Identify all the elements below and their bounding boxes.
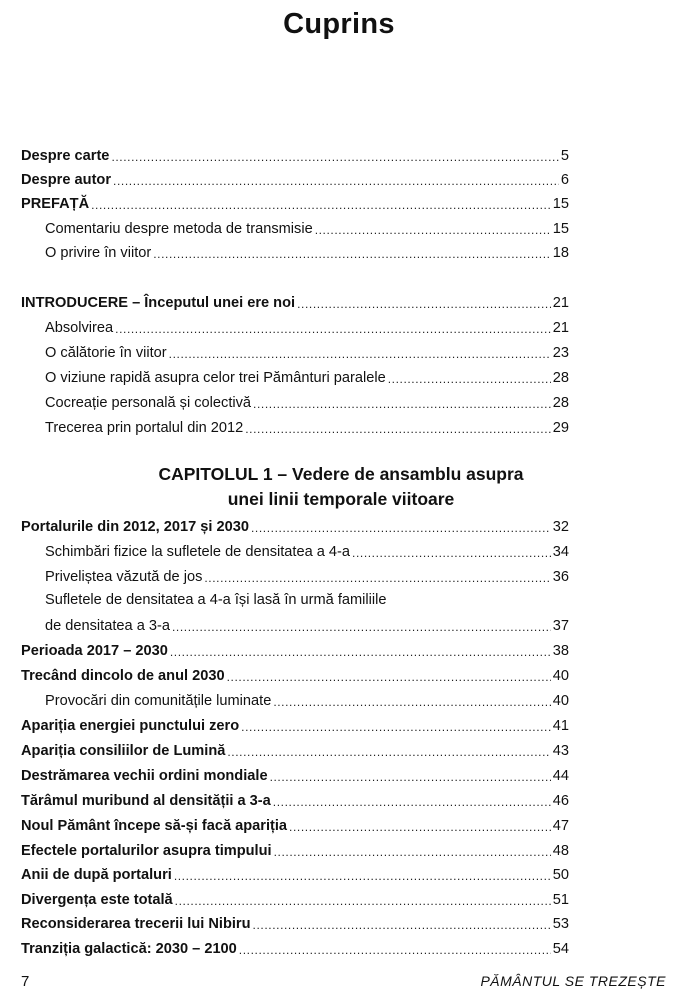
toc-entry[interactable] — [21, 740, 569, 760]
toc-entry[interactable] — [21, 145, 569, 165]
toc-entry[interactable] — [21, 765, 569, 785]
toc-entry-page: 21 — [552, 320, 569, 336]
leader-dots — [227, 744, 550, 760]
toc-entry-title: de densitatea a 3-a — [45, 618, 170, 634]
toc-entry-title: Despre carte — [21, 148, 110, 164]
leader-dots — [352, 545, 551, 561]
leader-dots — [251, 520, 551, 536]
toc-entry[interactable] — [21, 889, 569, 909]
toc-entry-title: Provocări din comunitățile luminate — [45, 693, 272, 709]
toc-entry-title: Reconsiderarea trecerii lui Nibiru — [21, 916, 251, 932]
toc-entry-page: 28 — [552, 395, 569, 411]
toc-subentry[interactable] — [45, 392, 569, 412]
leader-dots — [169, 346, 551, 362]
toc-entry-page: 18 — [552, 245, 569, 261]
toc-entry-title: Tranziția galactică: 2030 – 2100 — [21, 941, 237, 957]
toc-entry-title: Trecând dincolo de anul 2030 — [21, 668, 225, 684]
leader-dots — [111, 149, 558, 165]
toc-subentry[interactable] — [45, 417, 569, 437]
toc-subentry[interactable] — [45, 242, 569, 262]
toc-entry-page: 41 — [552, 718, 569, 734]
chapter-heading-line-1: CAPITOLUL 1 – Vedere de ansamblu asupra — [158, 464, 524, 484]
leader-dots — [297, 296, 551, 312]
leader-dots — [227, 669, 551, 685]
toc-entry-page: 29 — [552, 420, 569, 436]
toc-subentry[interactable] — [45, 317, 569, 337]
leader-dots — [270, 769, 551, 785]
toc-entry-page: 51 — [552, 892, 569, 908]
leader-dots — [289, 819, 551, 835]
toc-subentry[interactable] — [45, 615, 569, 635]
leader-dots — [273, 794, 551, 810]
leader-dots — [274, 844, 551, 860]
toc-entry-page: 5 — [560, 148, 569, 164]
leader-dots — [315, 222, 551, 238]
toc-subentry[interactable] — [45, 566, 569, 586]
toc-entry-title: PREFAȚĂ — [21, 196, 90, 212]
toc-entry-page: 46 — [552, 793, 569, 809]
toc-entry[interactable] — [21, 292, 569, 312]
leader-dots — [253, 917, 551, 933]
toc-entry-page: 38 — [552, 643, 569, 659]
toc-entry-title: Cocreație personală și colectivă — [45, 395, 252, 411]
toc-entry-title: Apariția consiliilor de Lumină — [21, 743, 226, 759]
toc-entry-page: 53 — [552, 916, 569, 932]
toc-subentry[interactable] — [45, 541, 569, 561]
toc-entry-title: Divergența este totală — [21, 892, 173, 908]
toc-entry[interactable] — [21, 715, 569, 735]
toc-entry-title: Tărâmul muribund al densității a 3-a — [21, 793, 271, 809]
toc-entry-page: 50 — [552, 867, 569, 883]
toc-entry-title: Comentariu despre metoda de transmisie — [45, 221, 313, 237]
toc-entry-page: 40 — [552, 693, 569, 709]
toc-entry-page: 36 — [552, 569, 569, 585]
toc-entry[interactable] — [21, 864, 569, 884]
toc-entry[interactable] — [21, 665, 569, 685]
toc-entry-page: 43 — [552, 743, 569, 759]
toc-entry-title: Despre autor — [21, 172, 112, 188]
leader-dots — [113, 173, 559, 189]
toc-entry-page: 23 — [552, 345, 569, 361]
toc-entry-page: 40 — [552, 668, 569, 684]
toc-entry[interactable] — [21, 840, 569, 860]
toc-entry[interactable] — [21, 790, 569, 810]
toc-entry-title: Anii de după portaluri — [21, 867, 172, 883]
toc-entry[interactable] — [21, 815, 569, 835]
toc-entry[interactable] — [21, 193, 569, 213]
leader-dots — [241, 719, 551, 735]
toc-entry-title: Priveliștea văzută de jos — [45, 569, 203, 585]
footer-page-number: 7 — [21, 973, 30, 990]
leader-dots — [175, 893, 551, 909]
leader-dots — [170, 644, 551, 660]
toc-entry-page: 15 — [552, 196, 569, 212]
leader-dots — [388, 371, 551, 387]
toc-entry-title: Noul Pământ începe să-și facă apariția — [21, 818, 288, 834]
toc-entry[interactable] — [21, 913, 569, 933]
toc-subentry[interactable] — [45, 690, 569, 710]
toc-subentry-wrapped-line[interactable]: Sufletele de densitatea a 4-a își lasă în urmă familiile — [45, 592, 387, 608]
toc-subentry[interactable] — [45, 367, 569, 387]
toc-entry-page: 34 — [552, 544, 569, 560]
toc-entry[interactable] — [21, 516, 569, 536]
toc-entry-title: Efectele portalurilor asupra timpului — [21, 843, 272, 859]
leader-dots — [273, 694, 550, 710]
leader-dots — [91, 197, 551, 213]
toc-entry-page: 15 — [552, 221, 569, 237]
toc-entry[interactable] — [21, 938, 569, 958]
leader-dots — [172, 619, 551, 635]
toc-entry-page: 47 — [552, 818, 569, 834]
toc-entry-page: 28 — [552, 370, 569, 386]
leader-dots — [115, 321, 551, 337]
leader-dots — [239, 942, 551, 958]
toc-entry-title: O călătorie în viitor — [45, 345, 167, 361]
toc-entry[interactable] — [21, 169, 569, 189]
toc-entry-title: Trecerea prin portalul din 2012 — [45, 420, 244, 436]
toc-entry-page: 37 — [552, 618, 569, 634]
toc-entry-title: Destrămarea vechii ordini mondiale — [21, 768, 268, 784]
toc-entry-title: O privire în viitor — [45, 245, 152, 261]
leader-dots — [153, 246, 551, 262]
toc-entry[interactable] — [21, 640, 569, 660]
footer-book-title: PĂMÂNTUL SE TREZEȘTE — [480, 973, 666, 989]
leader-dots — [204, 570, 550, 586]
toc-entry-page: 44 — [552, 768, 569, 784]
toc-entry-page: 48 — [552, 843, 569, 859]
toc-entry-title: Apariția energiei punctului zero — [21, 718, 240, 734]
toc-entry-page: 21 — [552, 295, 569, 311]
toc-entry-title: INTRODUCERE – Începutul unei ere noi — [21, 295, 296, 311]
toc-entry-title: Perioada 2017 – 2030 — [21, 643, 168, 659]
toc-entry-page: 6 — [560, 172, 569, 188]
toc-entry-page: 32 — [552, 519, 569, 535]
page-title: Cuprins — [283, 8, 395, 40]
toc-entry-title: Schimbări fizice la sufletele de densitatea a 4-a — [45, 544, 351, 560]
toc-subentry[interactable] — [45, 342, 569, 362]
toc-subentry[interactable] — [45, 218, 569, 238]
toc-entry-title: Absolvirea — [45, 320, 114, 336]
toc-entry-page: 54 — [552, 941, 569, 957]
leader-dots — [174, 868, 551, 884]
leader-dots — [253, 396, 551, 412]
toc-entry-title: O viziune rapidă asupra celor trei Pământuri paralele — [45, 370, 386, 386]
leader-dots — [245, 421, 551, 437]
toc-entry-title: Portalurile din 2012, 2017 și 2030 — [21, 519, 249, 535]
chapter-heading-line-2: unei linii temporale viitoare — [227, 489, 455, 509]
